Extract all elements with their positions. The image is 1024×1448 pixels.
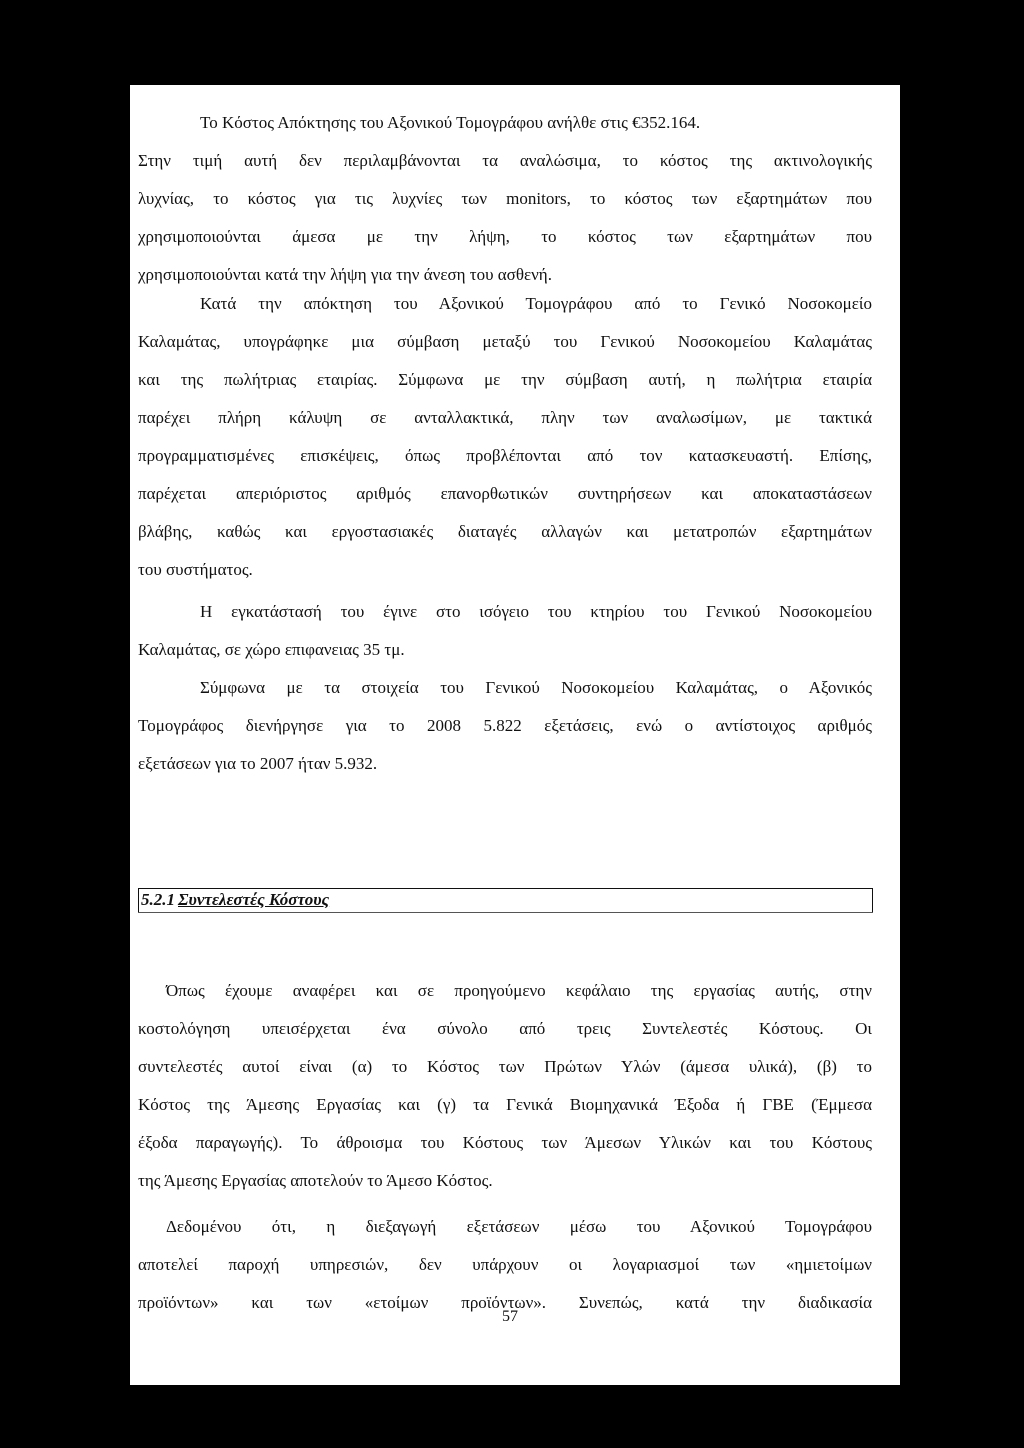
heading-rule-left [138,888,139,912]
text-line: χρησιμοποιούνται άμεσα με την λήψη, το κόστος των εξαρτημάτων που [138,227,872,246]
text-line: αποτελεί παροχή υπηρεσιών, δεν υπάρχουν οι λογαριασμοί των «ημιετοίμων [138,1255,872,1274]
text-line: παρέχει πλήρη κάλυψη σε ανταλλακτικά, πλην των αναλωσίμων, με τακτικά [138,408,872,427]
text-line: έξοδα παραγωγής). Το άθροισμα του Κόστους των Άμεσων Υλικών και του Κόστους [138,1133,872,1152]
text-line: προγραμματισμένες επισκέψεις, όπως προβλέπονται από τον κατασκευαστή. Επίσης, [138,446,872,465]
services-paragraph [138,1216,872,1316]
text-line: της Άμεσης Εργασίας αποτελούν το Άμεσο Κόστος. [138,1171,493,1190]
text-line: Η εγκατάστασή του έγινε στο ισόγειο του κτηρίου του Γενικού Νοσοκομείου [200,602,872,621]
heading-rule-right [872,888,873,912]
text-line: Καλαμάτας, σε χώρο επιφανειας 35 τμ. [138,640,405,659]
text-line: λυχνίας, το κόστος για τις λυχνίες των monitors, το κόστος των εξαρτημάτων που [138,189,872,208]
text-line: Σύμφωνα με τα στοιχεία του Γενικού Νοσοκομείου Καλαμάτας, ο Αξονικός [200,678,872,697]
exams-paragraph [138,677,872,777]
text-line: Καλαμάτας, υπογράφηκε μια σύμβαση μεταξύ του Γενικού Νοσοκομείου Καλαμάτας [138,332,872,351]
text-line: χρησιμοποιούνται κατά την λήψη για την άνεση του ασθενή. [138,265,552,284]
cost-factors-paragraph [138,980,872,1200]
page-number: 57 [502,1308,518,1325]
text-line: και της πωλήτριας εταιρίας. Σύμφωνα με την σύμβαση αυτή, η πωλήτρια εταιρία [138,370,872,389]
text-line: κοστολόγηση υπεισέρχεται ένα σύνολο από τρεις Συντελεστές Κόστους. Οι [138,1019,872,1038]
text-line: Κατά την απόκτηση του Αξονικού Τομογράφου από το Γενικό Νοσοκομείο [200,294,872,313]
text-line: Το Κόστος Απόκτησης του Αξονικού Τομογράφου ανήλθε στις €352.164. [200,113,701,132]
installation-paragraph [138,601,872,665]
contract-paragraph [138,293,872,583]
heading-rule-bottom [138,912,873,913]
text-line: παρέχεται απεριόριστος αριθμός επανορθωτικών συντηρήσεων και αποκαταστάσεων [138,484,872,503]
text-line: Δεδομένου ότι, η διεξαγωγή εξετάσεων μέσω του Αξονικού Τομογράφου [166,1217,872,1236]
text-line: εξετάσεων για το 2007 ήταν 5.932. [138,754,378,773]
section-heading [138,888,878,916]
cost-paragraph [138,112,872,292]
text-line: προϊόντων» και των «ετοίμων προϊόντων». Συνεπώς, κατά την διαδικασία [138,1293,872,1312]
text-line: Όπως έχουμε αναφέρει και σε προηγούμενο κεφάλαιο της εργασίας αυτής, στην [166,981,872,1000]
text-line: Τομογράφος διενήργησε για το 2008 5.822 εξετάσεις, ενώ ο αντίστοιχος αριθμός [138,716,872,735]
section-title: Συντελεστές Κόστους [178,890,330,909]
section-number: 5.2.1 [141,890,175,909]
text-line: βλάβης, καθώς και εργοστασιακές διαταγές αλλαγών και μετατροπών εξαρτημάτων [138,522,872,541]
text-line: συντελεστές αυτοί είναι (α) το Κόστος των Πρώτων Υλών (άμεσα υλικά), (β) το [138,1057,872,1076]
heading-rule-top [138,888,873,889]
text-line: Στην τιμή αυτή δεν περιλαμβάνονται τα αναλώσιμα, το κόστος της ακτινολογικής [138,151,872,170]
text-line: του συστήματος. [138,560,253,579]
text-line: Κόστος της Άμεσης Εργασίας και (γ) τα Γενικά Βιομηχανικά Έξοδα ή ΓΒΕ (Έμμεσα [138,1095,872,1114]
